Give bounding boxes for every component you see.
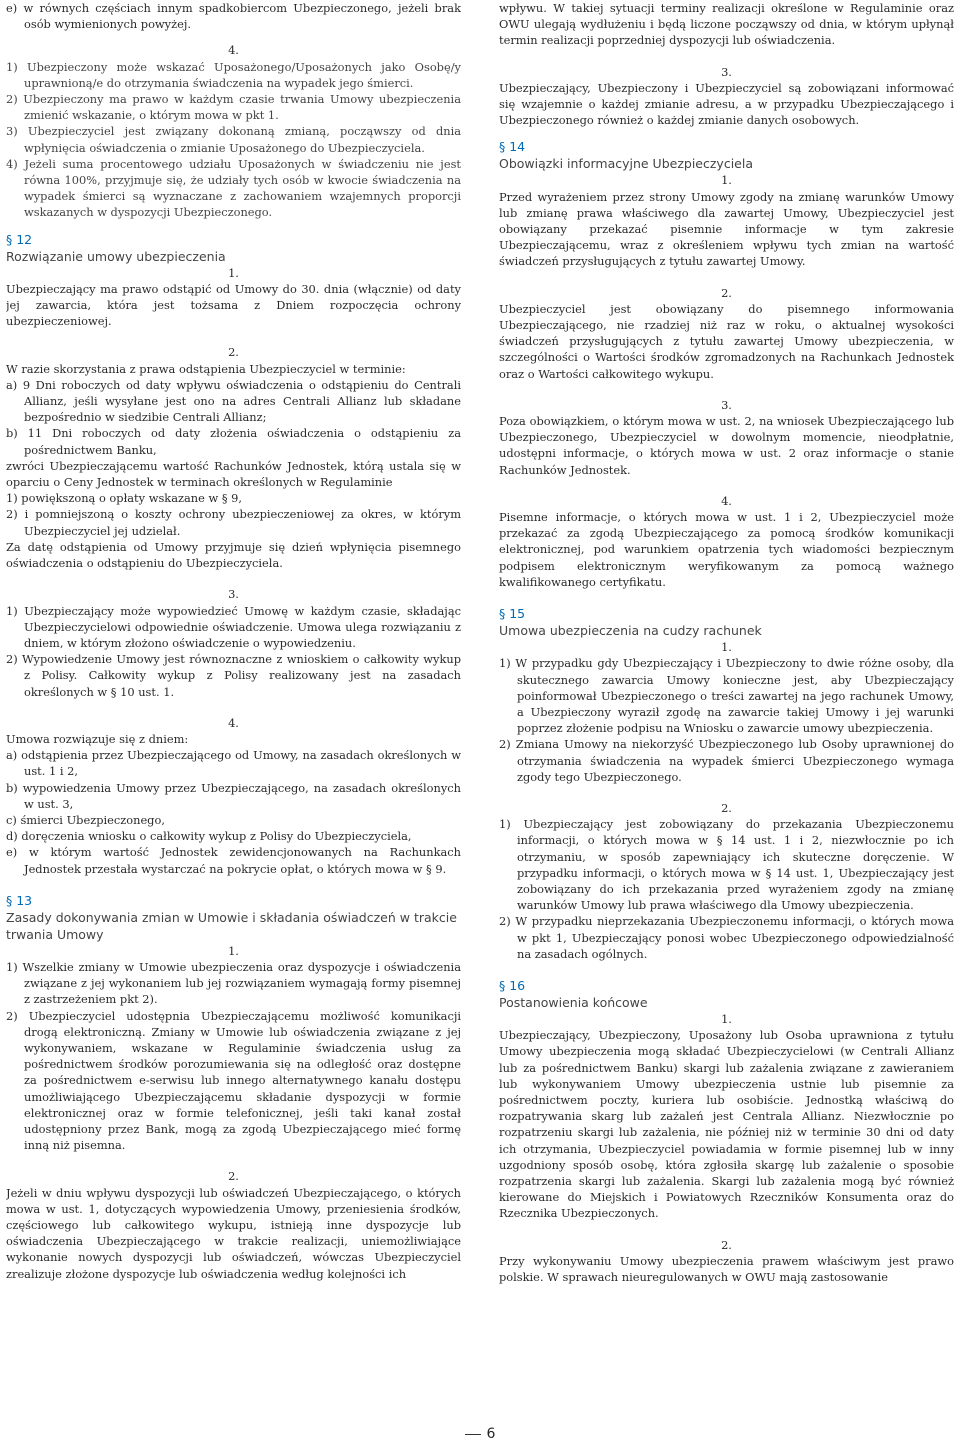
subsection-number: 1. xyxy=(228,943,239,958)
list-item: e) w którym wartość Jednostek zewidencjonowanych na Rachunkach Jednostek przestała wystarczać na pokrycie opłat, o których mowa w § 9. xyxy=(6,845,461,876)
right-column xyxy=(499,0,954,1412)
subsection-number: 1. xyxy=(721,640,732,655)
section-title: Zasady dokonywania zmian w Umowie i składania oświadczeń w trakcie trwania Umowy xyxy=(6,909,457,942)
list-item: 1) powiększoną o opłaty wskazane w § 9, xyxy=(6,491,243,506)
subsection-number: 3. xyxy=(721,64,732,79)
section-number: § 12 xyxy=(6,231,33,247)
paragraph: Pisemne informacje, o których mowa w ust. 1 i 2, Ubezpieczyciel może przekazać za zgodą Ubezpieczającego za pomocą środków komunikacji elektronicznej, pod warunkiem opatrzenia tych wiadomości bezpiecznym podpisem elektronicznym weryfikowanym za pomocą ważnego kwalifikowanego certyfikatu. xyxy=(499,510,954,589)
paragraph: Poza obowiązkiem, o którym mowa w ust. 2, na wniosek Ubezpieczającego lub Ubezpieczonego, Ubezpieczyciel w dowolnym momencie, nieodpłatnie, udostępni informacje, o których mowa w ust. 2 oraz informacje o stanie Rachunków Jednostek. xyxy=(499,414,954,477)
list-item: 2) Wypowiedzenie Umowy jest równoznaczne z wnioskiem o całkowity wykup z Polisy. Całkowity wykup z Polisy realizowany jest na zasadach określonych w § 10 ust. 1. xyxy=(6,652,461,699)
list-item: 2) Ubezpieczony ma prawo w każdym czasie trwania Umowy ubezpieczenia zmienić wskazanie, o którym mowa w pkt 1. xyxy=(6,92,461,123)
list-item: 1) Ubezpieczający jest zobowiązany do przekazania Ubezpieczonemu informacji, o których mowa w § 14 ust. 1 i 2, niezwłocznie po ich otrzymaniu, w sposób zapewniający ich skuteczne doręczenie. W przypadku informacji, o których mowa w § 14 ust. 1, Ubezpieczający jest zobowiązany do ich przekazania przed wyrażeniem zgody na zmianę warunków Umowy lub prawa właściwego dla Umowy ubezpieczenia. xyxy=(499,817,954,913)
paragraph: Umowa rozwiązuje się z dniem: xyxy=(6,731,189,746)
subsection-number: 4. xyxy=(721,493,732,508)
list-item: 1) Ubezpieczony może wskazać Uposażonego/Uposażonych jako Osobę/y uprawnioną/e do otrzymania świadczenia na wypadek jego śmierci. xyxy=(6,59,461,90)
paragraph: W razie skorzystania z prawa odstąpienia Ubezpieczyciel w terminie: xyxy=(6,361,406,376)
list-item: b) wypowiedzenia Umowy przez Ubezpieczającego, na zasadach określonych w ust. 3, xyxy=(6,780,461,811)
paragraph: e) w równych częściach innym spadkobiercom Ubezpieczonego, jeżeli brak osób wymienionych powyżej. xyxy=(6,1,461,32)
subsection-number: 2. xyxy=(228,345,239,360)
subsection-number: 1. xyxy=(721,1011,732,1026)
subsection-number: 2. xyxy=(721,1237,732,1252)
list-item: 4) Jeżeli suma procentowego udziału Uposażonych w świadczeniu nie jest równa 100%, przyjmuje się, że udziały tych osób w kwocie świadczenia na wypadek śmierci są wyznaczane z zachowaniem wzajemnych proporcji wskazanych w dyspozycji Ubezpieczonego. xyxy=(6,156,461,220)
list-item: 1) Ubezpieczający może wypowiedzieć Umowę w każdym czasie, składając Ubezpieczycielowi odpowiednie oświadczenie. Umowa ulega rozwiązaniu z dniem, w którym złożono oświadczenie o wypowiedzeniu. xyxy=(6,603,461,650)
paragraph: Ubezpieczający, Ubezpieczony i Ubezpieczyciel są zobowiązani informować się wzajemnie o każdej zmianie adresu, a w przypadku Ubezpieczającego i Ubezpieczonego również o każdej zmianie danych osobowych. xyxy=(499,80,954,128)
list-item: b) 11 Dni roboczych od daty złożenia oświadczenia o odstąpieniu za pośrednictwem Banku, xyxy=(6,426,461,457)
list-item: 2) Zmiana Umowy na niekorzyść Ubezpieczonego lub Osoby uprawnionej do otrzymania świadczenia na wypadek śmierci Ubezpieczonego wymaga zgody tego Ubezpieczonego. xyxy=(499,737,954,784)
section-number: § 15 xyxy=(499,606,526,622)
list-item: a) 9 Dni roboczych od daty wpływu oświadczenia o odstąpieniu do Centrali Allianz, jeśli wysyłane jest ono na adres Centrali Allianz lub składane bezpośrednio w siedzibie Centrali Allianz; xyxy=(6,377,461,425)
paragraph: Jeżeli w dniu wpływu dyspozycji lub oświadczeń Ubezpieczającego, o których mowa w ust. 1, dotyczących wypowiedzenia Umowy, przeniesienia środków, częściowego lub całkowitego wykupu, istnieją inne dyspozycje lub oświadczenia Ubezpieczającego w trakcie realizacji, uniemożliwiające wykonanie nowych dyspozycji lub oświadczeń, wówczas Ubezpieczyciel zrealizuje złożone dyspozycje lub oświadczenia według kolejności ich xyxy=(6,1185,461,1281)
paragraph: zwróci Ubezpieczającemu wartość Rachunków Jednostek, którą ustala się w oparciu o Ceny Jednostek w terminach określonych w Regulaminie xyxy=(6,458,461,490)
section-title: Umowa ubezpieczenia na cudzy rachunek xyxy=(499,623,762,639)
page-footer xyxy=(440,1424,520,1444)
paragraph: Ubezpieczający, Ubezpieczony, Uposażony lub Osoba uprawniona z tytułu Umowy ubezpieczenia mogą składać Ubezpieczycielowi (w Centrali Allianz lub za pośrednictwem Banku) skargi lub zażalenia związane z zawieraniem lub wykonywaniem Umowy ubezpieczenia ustnie lub pisemnie za pośrednictwem poczty, kuriera lub osobiście. Jednostką właściwą do rozpatrywania skarg lub zażaleń jest Centrala Allianz. Niezwłocznie po rozpatrzeniu skargi lub zażalenia, nie później niż w terminie 30 dni od daty ich otrzymania, Ubezpieczyciel powiadamia w formie pisemnej lub w inny uzgodniony sposób osobę, która zgłosiła skargę lub zażalenie o sposobie rozpatrzenia skargi lub zażalenia. Skargi lub zażalenia mogą być również kierowane do Miejskich i Powiatowych Rzeczników Konsumenta oraz do Rzecznika Ubezpieczonych. xyxy=(499,1028,954,1221)
paragraph: Przed wyrażeniem przez strony Umowy zgody na zmianę warunków Umowy lub zmianę prawa właściwego dla zawartej Umowy, Ubezpieczyciel jest obowiązany przekazać pisemnie informacje w tym zakresie Ubezpieczającemu, wraz z określeniem wpływu tych zmian na wartość świadczeń przysługujących z tytułu zawartej Umowy. xyxy=(499,189,954,269)
subsection-number: 4. xyxy=(228,43,239,58)
paragraph: Ubezpieczający ma prawo odstąpić od Umowy do 30. dnia (włącznie) od daty jej zawarcia, która jest tożsama z Dniem rozpoczęcia ochrony ubezpieczeniowej. xyxy=(6,281,461,329)
paragraph: Przy wykonywaniu Umowy ubezpieczenia prawem właściwym jest prawo polskie. W sprawach nieuregulowanych w OWU mają zastosowanie xyxy=(499,1253,954,1284)
section-number: § 16 xyxy=(499,977,526,993)
section-title: Postanowienia końcowe xyxy=(499,994,648,1010)
subsection-number: 2. xyxy=(721,800,732,815)
subsection-number: 3. xyxy=(228,587,239,602)
list-item: 2) W przypadku nieprzekazania Ubezpieczonemu informacji, o których mowa w pkt 1, Ubezpieczający ponosi wobec Ubezpieczonego odpowiedzialność na zasadach ogólnych. xyxy=(499,914,954,961)
subsection-number: 2. xyxy=(721,285,732,300)
subsection-number: 3. xyxy=(721,397,732,412)
section-number: § 14 xyxy=(499,139,526,155)
left-column xyxy=(6,0,461,1412)
list-item: 2) i pomniejszoną o koszty ochrony ubezpieczeniowej za okres, w którym Ubezpieczyciel jej udzielał. xyxy=(6,507,461,538)
subsection-number: 1. xyxy=(228,265,239,280)
section-number: § 13 xyxy=(6,892,33,908)
footer-dash xyxy=(465,1434,481,1435)
section-title: Rozwiązanie umowy ubezpieczenia xyxy=(6,248,226,264)
subsection-number: 1. xyxy=(721,173,732,188)
subsection-number: 2. xyxy=(228,1169,239,1184)
list-item: c) śmierci Ubezpieczonego, xyxy=(6,812,165,827)
subsection-number: 4. xyxy=(228,715,239,730)
list-item: 1) W przypadku gdy Ubezpieczający i Ubezpieczony to dwie różne osoby, dla skutecznego zawarcia Umowy konieczne jest, aby Ubezpieczający poinformował Ubezpieczonego o treści zawartej na jego rachunek Umowy, a Ubezpieczony wyraził zgodę na zawarcie takiej Umowy i jej warunki poprzez złożenie podpisu na Wniosku o zawarcie umowy ubezpieczenia. xyxy=(499,656,954,736)
paragraph: Ubezpieczyciel jest obowiązany do pisemnego informowania Ubezpieczającego, nie rzadziej niż raz w roku, o aktualnej wysokości świadczeń przysługujących z tytułu zawartej Umowy ubezpieczenia, w szczególności o Wartości środków zgromadzonych na Rachunkach Jednostek oraz o Wartości całkowitego wykupu. xyxy=(499,301,954,381)
list-item: a) odstąpienia przez Ubezpieczającego od Umowy, na zasadach określonych w ust. 1 i 2, xyxy=(6,748,461,779)
section-title: Obowiązki informacyjne Ubezpieczyciela xyxy=(499,156,753,172)
paragraph: wpływu. W takiej sytuacji terminy realizacji określone w Regulaminie oraz OWU ulegają wydłużeniu i będą liczone począwszy od dnia, w którym upłynął termin realizacji poprzedniej dyspozycji lub oświadczenia. xyxy=(499,1,954,48)
list-item: 2) Ubezpieczyciel udostępnia Ubezpieczającemu możliwość komunikacji drogą elektroniczną. Zmiany w Umowie lub oświadczenia związane z jej wykonywaniem, wskazane w Regulaminie świadczenia usług za pośrednictwem środków porozumiewania się na odległość oraz dostępne za pośrednictwem e-serwisu lub innego alternatywnego kanału dostępu umożliwiającego Ubezpieczającemu składanie dyspozycji w formie elektronicznej oraz w formie telefonicznej, jeśli taki kanał został udostępniony przez Bank, mogą za zgodą Ubezpieczającego mieć formę inną niż pisemna. xyxy=(6,1008,461,1153)
list-item: 1) Wszelkie zmiany w Umowie ubezpieczenia oraz dyspozycje i oświadczenia związane z jej wykonaniem lub jej rozwiązaniem wymagają formy pisemnej z zastrzeżeniem pkt 2). xyxy=(6,959,461,1007)
page-number: 6 xyxy=(486,1426,496,1442)
list-item: d) doręczenia wniosku o całkowity wykup z Polisy do Ubezpieczyciela, xyxy=(6,829,412,844)
paragraph: Za datę odstąpienia od Umowy przyjmuje się dzień wpłynięcia pisemnego oświadczenia o odstąpieniu do Ubezpieczyciela. xyxy=(6,539,461,571)
list-item: 3) Ubezpieczyciel jest związany dokonaną zmianą, począwszy od dnia wpłynięcia oświadczenia o zmianie Uposażonego do Ubezpieczyciela. xyxy=(6,124,461,155)
